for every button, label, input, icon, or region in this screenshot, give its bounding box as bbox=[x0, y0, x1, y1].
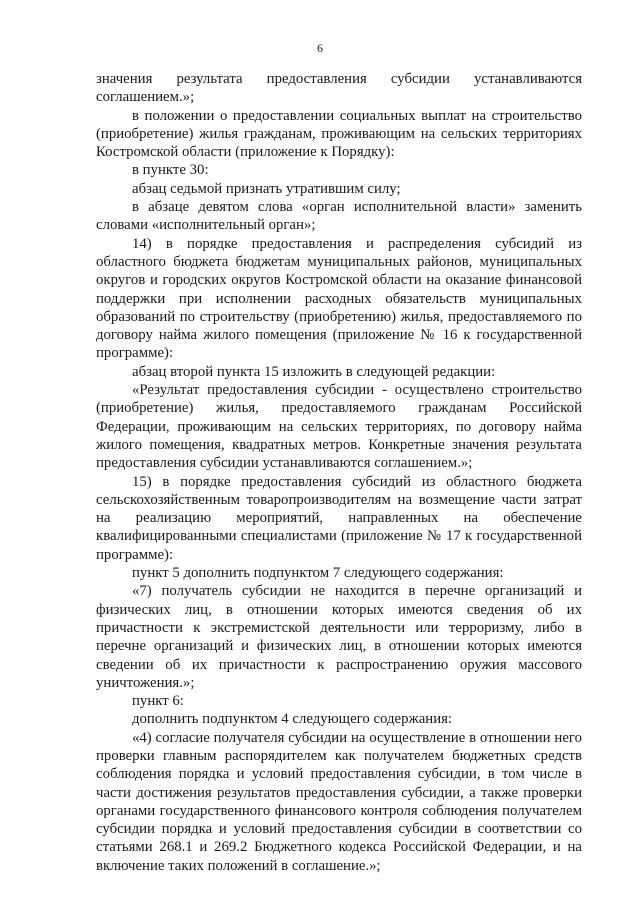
paragraph: пункт 5 дополнить подпунктом 7 следующего содержания: bbox=[132, 565, 504, 582]
paragraph: 15) в порядке предоставления субсидий из областного бюджета сельскохозяйственным товаропроизводителям на возмещение части затрат на реализацию мероприятий, направленных на обеспечение квалифицированными специалистами (приложение № 17 к государственной программе): bbox=[96, 473, 582, 563]
paragraph: абзац седьмой признать утратившим силу; bbox=[132, 180, 401, 197]
paragraph: 14) в порядке предоставления и распределения субсидий из областного бюджета бюджетам муниципальных районов, муниципальных округов и городских округов Костромской области на оказание финансовой поддержки при исполнении расходных обязательств муниципальных образований по строительству (приобретению) жилья, предоставляемого по договору найма жилого помещения (приложение № 16 к государственной программе): bbox=[96, 235, 582, 362]
paragraph: «4) согласие получателя субсидии на осуществление в отношении него проверки главным распорядителем как получателем бюджетных средств соблюдения порядка и условий предоставления субсидии, в том числе в части достижения результатов предоставления субсидии, а также проверки органами государственного финансового контроля соблюдения получателем субсидии порядка и условий предоставления субсидии в соответствии со статьями 268.1 и 269.2 Бюджетного кодекса Российской Федерации, и на включение таких положений в соглашение.»; bbox=[96, 729, 582, 874]
paragraph: в абзаце девятом слова «орган исполнительной власти» заменить словами «исполнительный орган»; bbox=[96, 199, 582, 234]
paragraph: в положении о предоставлении социальных выплат на строительство (приобретение) жилья гражданам, проживающим на сельских территориях Костромской области (приложение к Порядку): bbox=[96, 107, 582, 161]
paragraph: «7) получатель субсидии не находится в перечне организаций и физических лиц, в отношении которых имеются сведения об их причастности к экстремистской деятельности или терроризму, либо в перечне организаций и физических лиц, в отношении которых имеются сведении об их причастности к распространению оружия массового уничтожения.»; bbox=[96, 583, 582, 691]
document-body bbox=[96, 70, 582, 875]
paragraph: «Результат предоставления субсидии - осуществлено строительство (приобретение) жилья, предоставляемого гражданам Российской Федерации, проживающим на сельских территориях, по договору найма жилого помещения, квадратных метров. Конкретные значения результата предоставления субсидии устанавливаются соглашением.»; bbox=[96, 382, 582, 472]
paragraph: пункт 6: bbox=[132, 693, 184, 710]
paragraph: дополнить подпунктом 4 следующего содержания: bbox=[132, 711, 453, 728]
paragraph: в пункте 30: bbox=[132, 162, 209, 179]
paragraph: абзац второй пункта 15 изложить в следующей редакции: bbox=[132, 363, 496, 380]
page-number: 6 bbox=[317, 41, 323, 55]
paragraph: значения результата предоставления субсидии устанавливаются соглашением.»; bbox=[96, 71, 582, 106]
